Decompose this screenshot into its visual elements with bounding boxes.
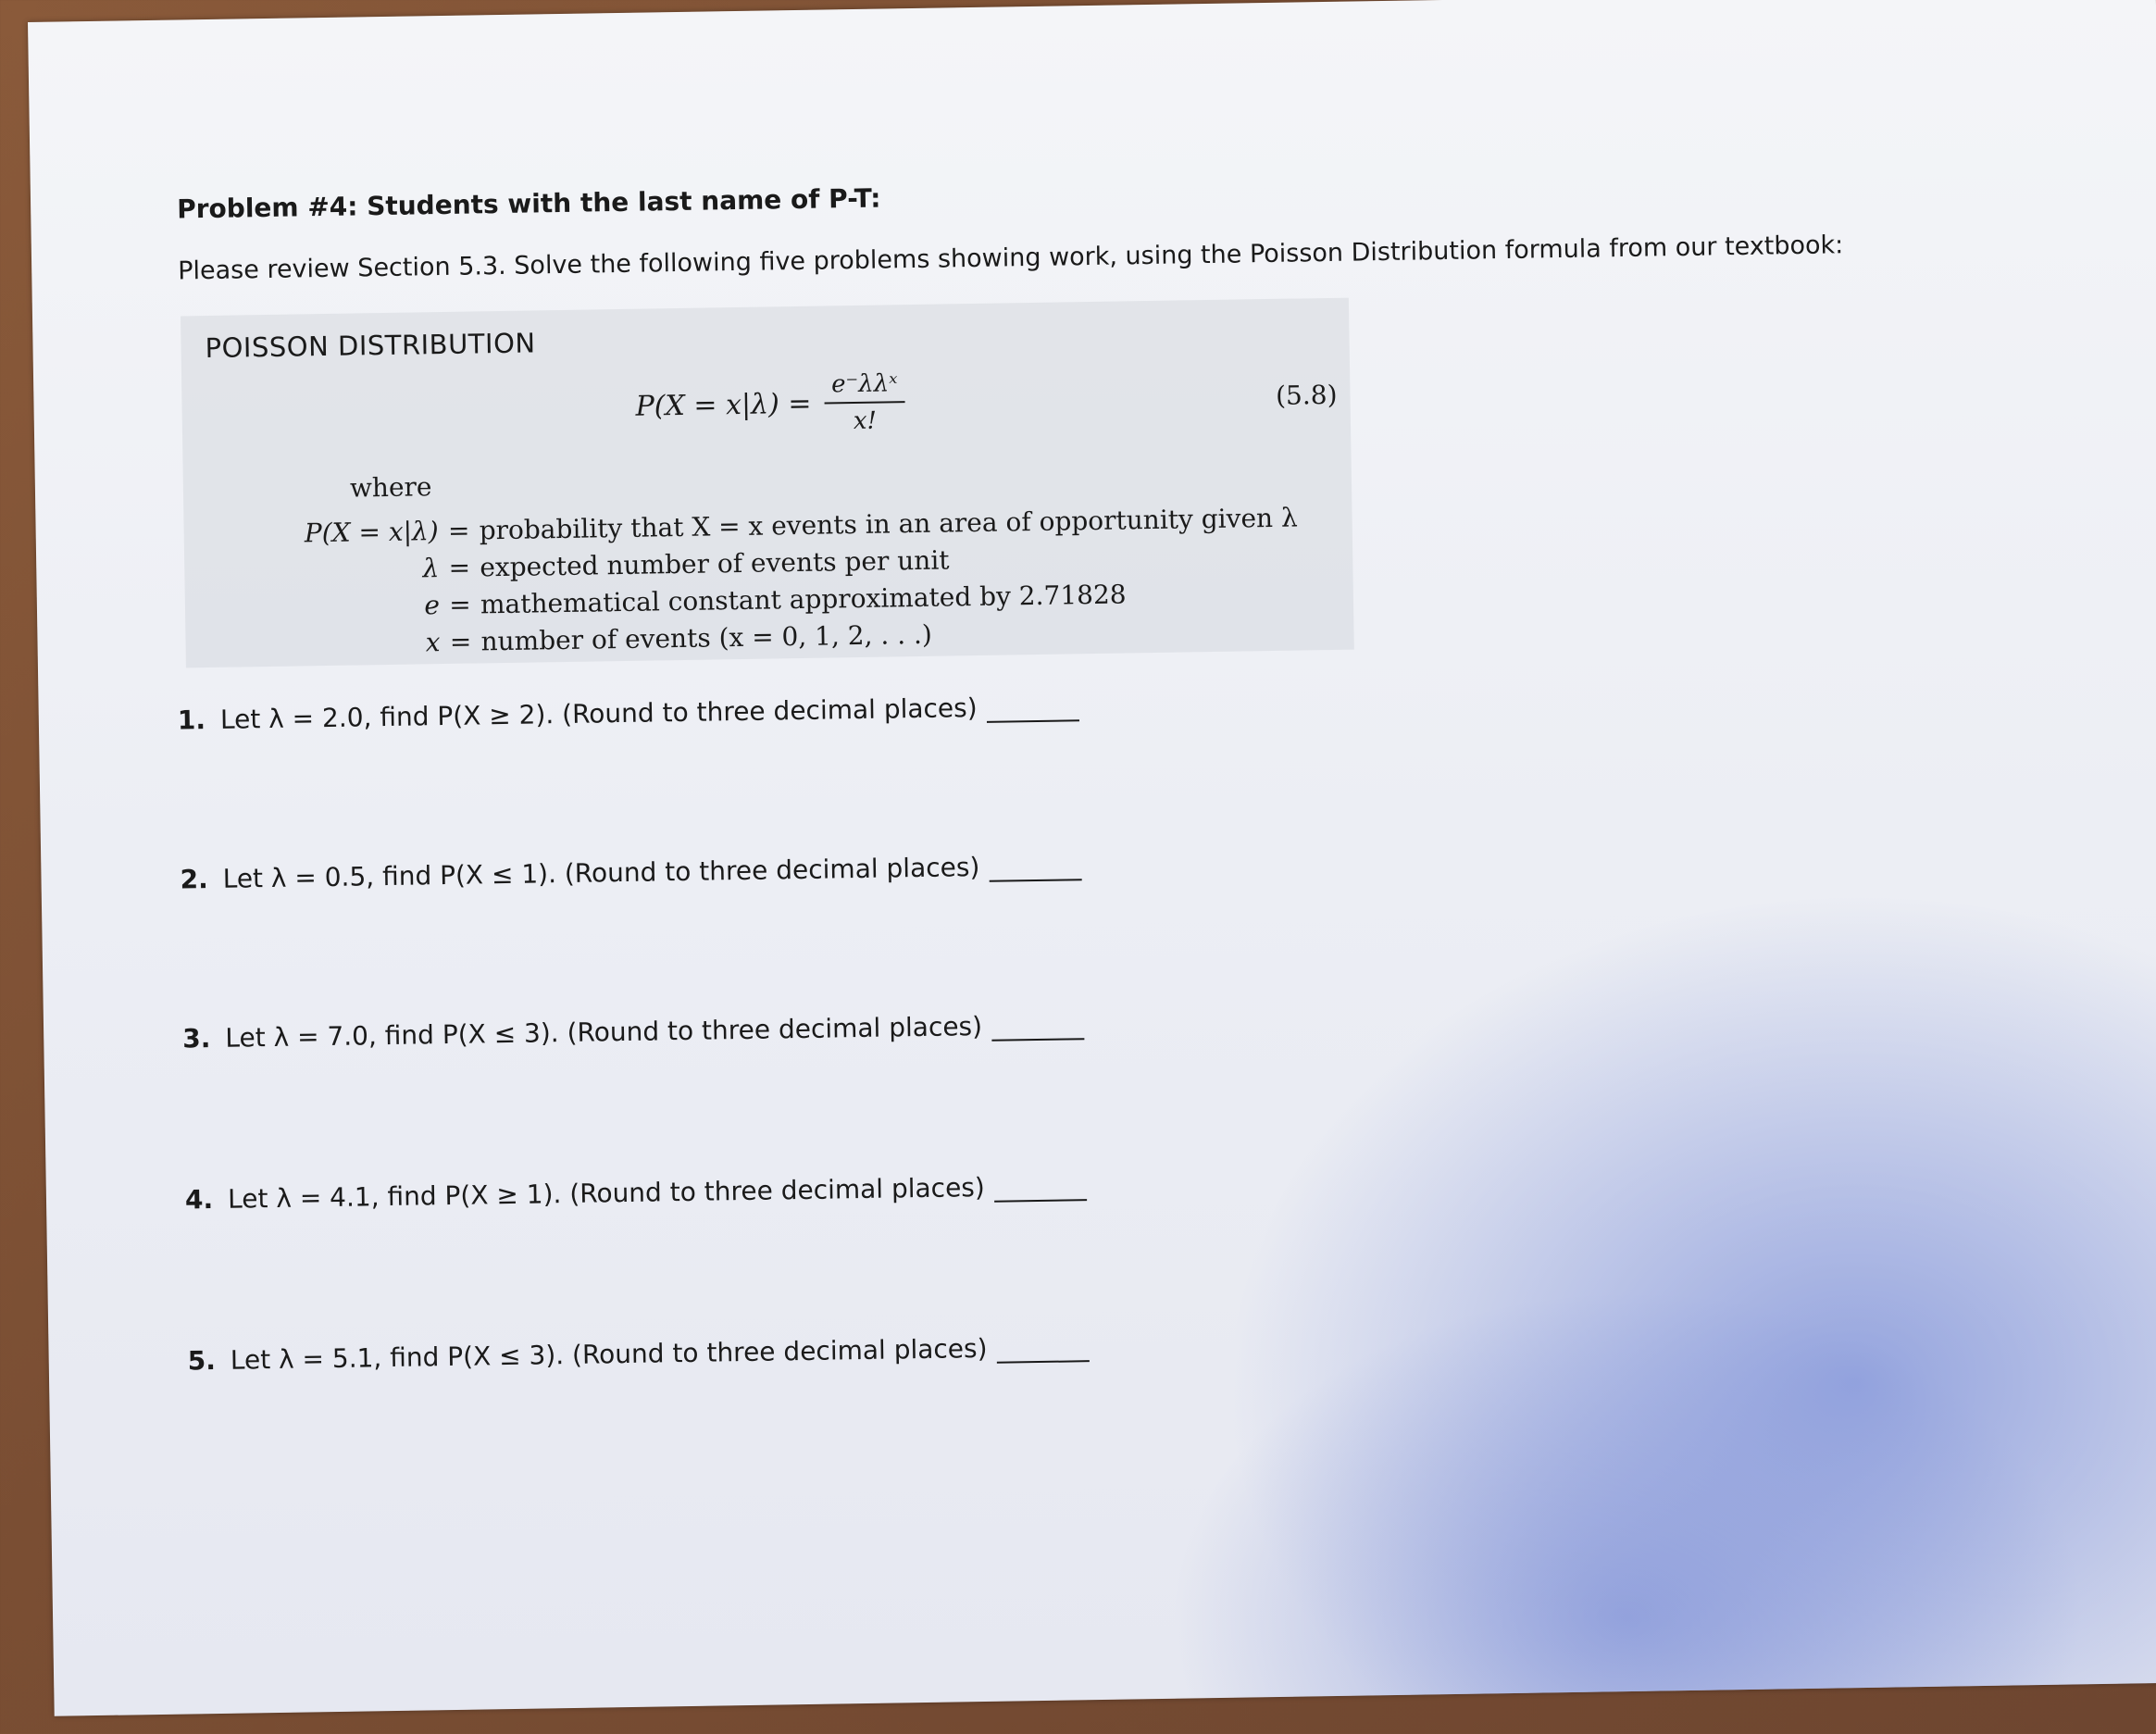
definition-symbol: x (425, 626, 441, 657)
definition-equals: = (449, 626, 472, 657)
formula-lhs: P(X = x|λ) = (635, 387, 812, 423)
definition-symbol: λ (422, 552, 440, 583)
definition-equals: = (448, 589, 471, 620)
question-number: 3. (182, 1023, 211, 1054)
equation-number: (5.8) (1275, 379, 1338, 411)
formula-fraction (824, 366, 906, 439)
answer-blank[interactable] (987, 699, 1079, 723)
definition-text: expected number of events per unit (480, 543, 950, 582)
problem-heading: Problem #4: Students with the last name of P-T: (176, 182, 881, 225)
answer-blank[interactable] (991, 1017, 1084, 1042)
question-text: Let λ = 4.1, find P(X ≥ 1). (Round to three decimal places) (227, 1171, 986, 1215)
formula-box-title: POISSON DISTRIBUTION (205, 327, 536, 365)
question-text: Let λ = 5.1, find P(X ≤ 3). (Round to three decimal places) (230, 1332, 988, 1376)
definition-equals: = (447, 515, 470, 546)
definition-text: probability that X = x events in an area of opportunity given λ (479, 502, 1298, 545)
formula-numerator: e⁻λλˣ (824, 366, 905, 404)
question-number: 5. (187, 1344, 217, 1377)
where-label: where (349, 471, 432, 504)
question-number: 2. (180, 864, 208, 895)
poisson-formula (635, 360, 906, 448)
definition-text: mathematical constant approximated by 2.71828 (480, 578, 1127, 619)
question-3 (182, 1009, 1084, 1054)
formula-denominator: x! (853, 406, 878, 436)
definitions-list (239, 499, 1299, 664)
instructions-text: Please review Section 5.3. Solve the following five problems showing work, using the Poisson Distribution formula from our textbook: (178, 231, 1844, 286)
question-4 (185, 1170, 1087, 1215)
definition-text: number of events (x = 0, 1, 2, . . .) (480, 618, 933, 656)
poisson-formula-box (181, 298, 1354, 668)
question-2 (180, 850, 1081, 894)
question-text: Let λ = 0.5, find P(X ≤ 1). (Round to three decimal places) (222, 851, 980, 894)
answer-blank[interactable] (996, 1340, 1089, 1364)
question-text: Let λ = 2.0, find P(X ≥ 2). (Round to three decimal places) (219, 692, 978, 735)
question-number: 1. (177, 705, 206, 736)
answer-blank[interactable] (994, 1179, 1087, 1203)
definition-symbol: e (424, 589, 441, 620)
definition-symbol: P(X = x|λ) (304, 515, 439, 548)
question-text: Let λ = 7.0, find P(X ≤ 3). (Round to three decimal places) (225, 1010, 983, 1054)
definition-equals: = (448, 552, 471, 583)
answer-blank[interactable] (989, 858, 1081, 882)
question-5 (187, 1331, 1089, 1376)
worksheet-page (28, 0, 2156, 1716)
question-number: 4. (184, 1184, 214, 1216)
question-1 (178, 691, 1079, 735)
